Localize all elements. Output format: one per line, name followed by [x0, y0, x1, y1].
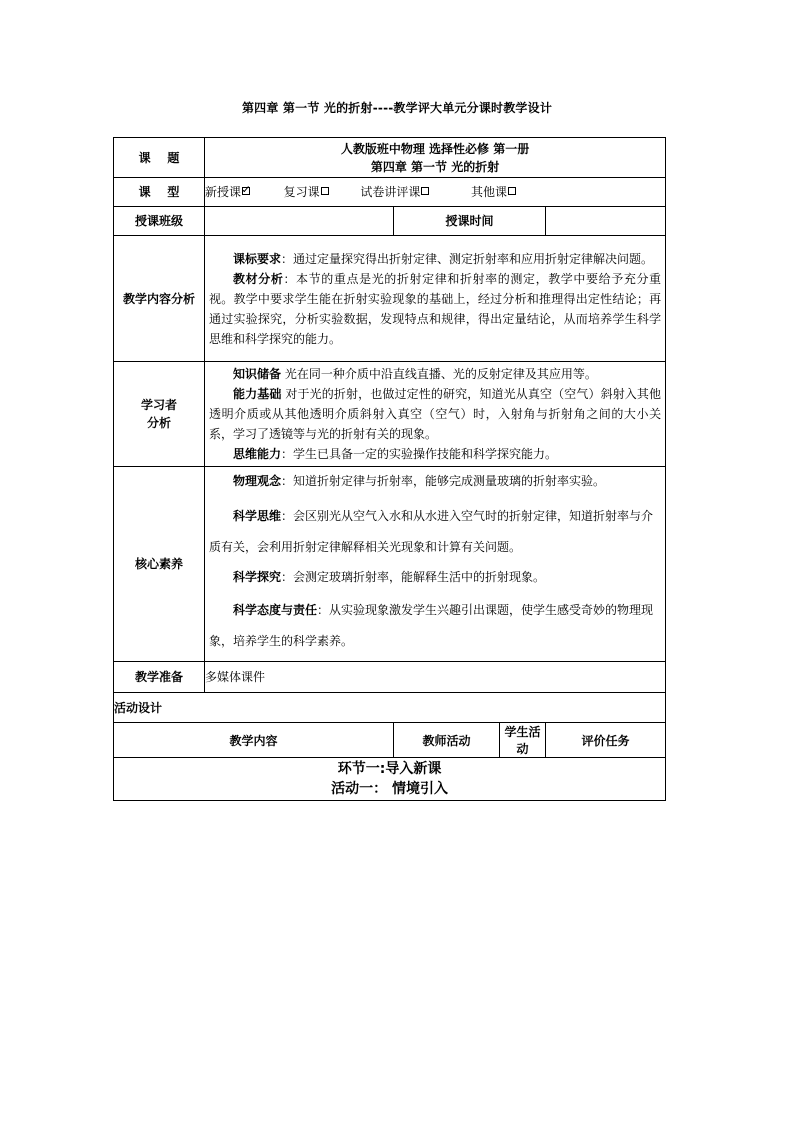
- preparation-value: 多媒体课件: [205, 662, 666, 693]
- checkbox-checked-icon[interactable]: [242, 187, 250, 195]
- preparation-row: [114, 662, 666, 693]
- option-label: 复习课: [283, 185, 320, 199]
- activity-design-row: [114, 693, 666, 723]
- core-literacy-text: [205, 467, 666, 662]
- learner-analysis-label-text: 学习者分析: [140, 398, 177, 430]
- topic-line-2: 第四章 第一节 光的折射: [370, 159, 500, 174]
- core-literacy-label: 核心素养: [114, 467, 205, 662]
- topic-label: 课 题: [114, 138, 205, 178]
- paragraph-heading: 科学态度与责任: [233, 603, 318, 617]
- paragraph-body: ：本节的重点是光的折射定律和折射率的测定，教学中要给予充分重视。教学中要求学生能在折射实验现象的基础上，经过分析和推理得出定性结论；再通过实验探究，分析实验数据，发现特点和规律，得出定量结论，从而培养学生科学思维和科学探究的能力。: [209, 271, 662, 346]
- checkbox-icon[interactable]: [321, 187, 329, 195]
- learner-analysis-text: [205, 362, 666, 467]
- activity-columns-row: [114, 723, 666, 758]
- section-activity-title: 活动一： 情境引入: [331, 781, 448, 797]
- paragraph-body: ：会测定玻璃折射率，能解释生活中的折射现象。: [281, 570, 546, 584]
- preparation-label: 教学准备: [114, 662, 205, 693]
- curriculum-requirement-paragraph: [205, 249, 665, 269]
- thinking-ability-paragraph: [205, 444, 665, 464]
- learner-analysis-row: [114, 362, 666, 467]
- paragraph-heading: 知识储备: [233, 367, 282, 381]
- course-type-options: [205, 178, 666, 207]
- option-other-lesson[interactable]: [471, 182, 516, 202]
- page-title: 第四章 第一节 光的折射----教学评大单元分课时教学设计: [241, 101, 553, 115]
- time-label: 授课时间: [394, 207, 546, 236]
- textbook-analysis-paragraph: [205, 269, 665, 349]
- paragraph-body: ：从实验现象激发学生兴趣引出课题，使学生感受奇妙的物理现象，培养学生的科学素养。: [209, 603, 654, 648]
- class-time-row: [114, 207, 666, 236]
- option-label: 试卷讲评课: [360, 185, 421, 199]
- content-analysis-row: [114, 236, 666, 362]
- attitude-responsibility-paragraph: [205, 595, 665, 657]
- learner-analysis-label: [114, 362, 205, 467]
- paragraph-heading: 课标要求: [233, 251, 282, 266]
- topic-row: [114, 138, 666, 178]
- ability-basis-paragraph: [205, 384, 665, 444]
- column-student-activity: 学生活动: [500, 723, 546, 758]
- paragraph-body: ：会区别光从空气入水和从水进入空气时的折射定律，知道折射率与介质有关，会利用折射定律解释相关光现象和计算有关问题。: [209, 509, 654, 554]
- scientific-thinking-paragraph: [205, 501, 665, 563]
- content-analysis-text: [205, 236, 666, 362]
- core-literacy-row: [114, 467, 666, 662]
- content-analysis-label: [114, 236, 205, 362]
- paragraph-heading: 物理观念: [233, 474, 282, 488]
- lesson-plan-table: [113, 137, 666, 801]
- option-label: 新授课: [205, 185, 242, 199]
- checkbox-icon[interactable]: [421, 187, 429, 195]
- paragraph-heading: 教材分析: [233, 271, 284, 286]
- paragraph-heading: 能力基础: [233, 387, 282, 401]
- knowledge-reserve-paragraph: [205, 364, 665, 384]
- class-value: [205, 207, 394, 236]
- column-teaching-content: 教学内容: [114, 723, 394, 758]
- option-label: 其他课: [471, 185, 508, 199]
- topic-line-1: 人教版班中物理 选择性必修 第一册: [340, 141, 530, 156]
- option-review-lesson[interactable]: [284, 182, 329, 202]
- time-value: [546, 207, 666, 236]
- option-new-lesson[interactable]: [205, 182, 250, 202]
- column-teacher-activity: 教师活动: [394, 723, 500, 758]
- scientific-inquiry-paragraph: [205, 567, 665, 587]
- paragraph-heading: 思维能力: [233, 447, 282, 461]
- topic-value: [205, 138, 666, 178]
- class-label: 授课班级: [114, 207, 205, 236]
- section-stage-title: 环节一:导入新课: [337, 761, 442, 777]
- paragraph-body: 光在同一种介质中沿直线直播、光的反射定律及其应用等。: [281, 367, 597, 381]
- course-type-label: 课 型: [114, 178, 205, 207]
- paragraph-heading: 科学思维: [233, 509, 282, 523]
- column-assessment-task: 评价任务: [546, 723, 666, 758]
- activity-design-label: 活动设计: [114, 693, 666, 723]
- paragraph-body: ：通过定量探究得出折射定律、测定折射率和应用折射定律解决问题。: [281, 251, 654, 266]
- course-type-row: [114, 178, 666, 207]
- paragraph-body: 对于光的折射，也做过定性的研究，知道光从真空（空气）斜射入其他透明介质或从其他透明介质斜射入真空（空气）时，入射角与折射角之间的大小关系，学习了透镜等与光的折射有关的现象。: [209, 387, 662, 441]
- paragraph-heading: 科学探究: [233, 570, 282, 584]
- checkbox-icon[interactable]: [508, 187, 516, 195]
- paragraph-body: ：知道折射定律与折射率，能够完成测量玻璃的折射率实验。: [281, 474, 606, 488]
- section-row: [114, 758, 666, 801]
- paragraph-body: ：学生已具备一定的实验操作技能和科学探究能力。: [281, 447, 558, 461]
- section-heading: [114, 758, 666, 801]
- content-analysis-label-text: 教学内容分析: [122, 291, 195, 306]
- option-exam-review-lesson[interactable]: [360, 182, 429, 202]
- physics-concept-paragraph: [205, 471, 665, 491]
